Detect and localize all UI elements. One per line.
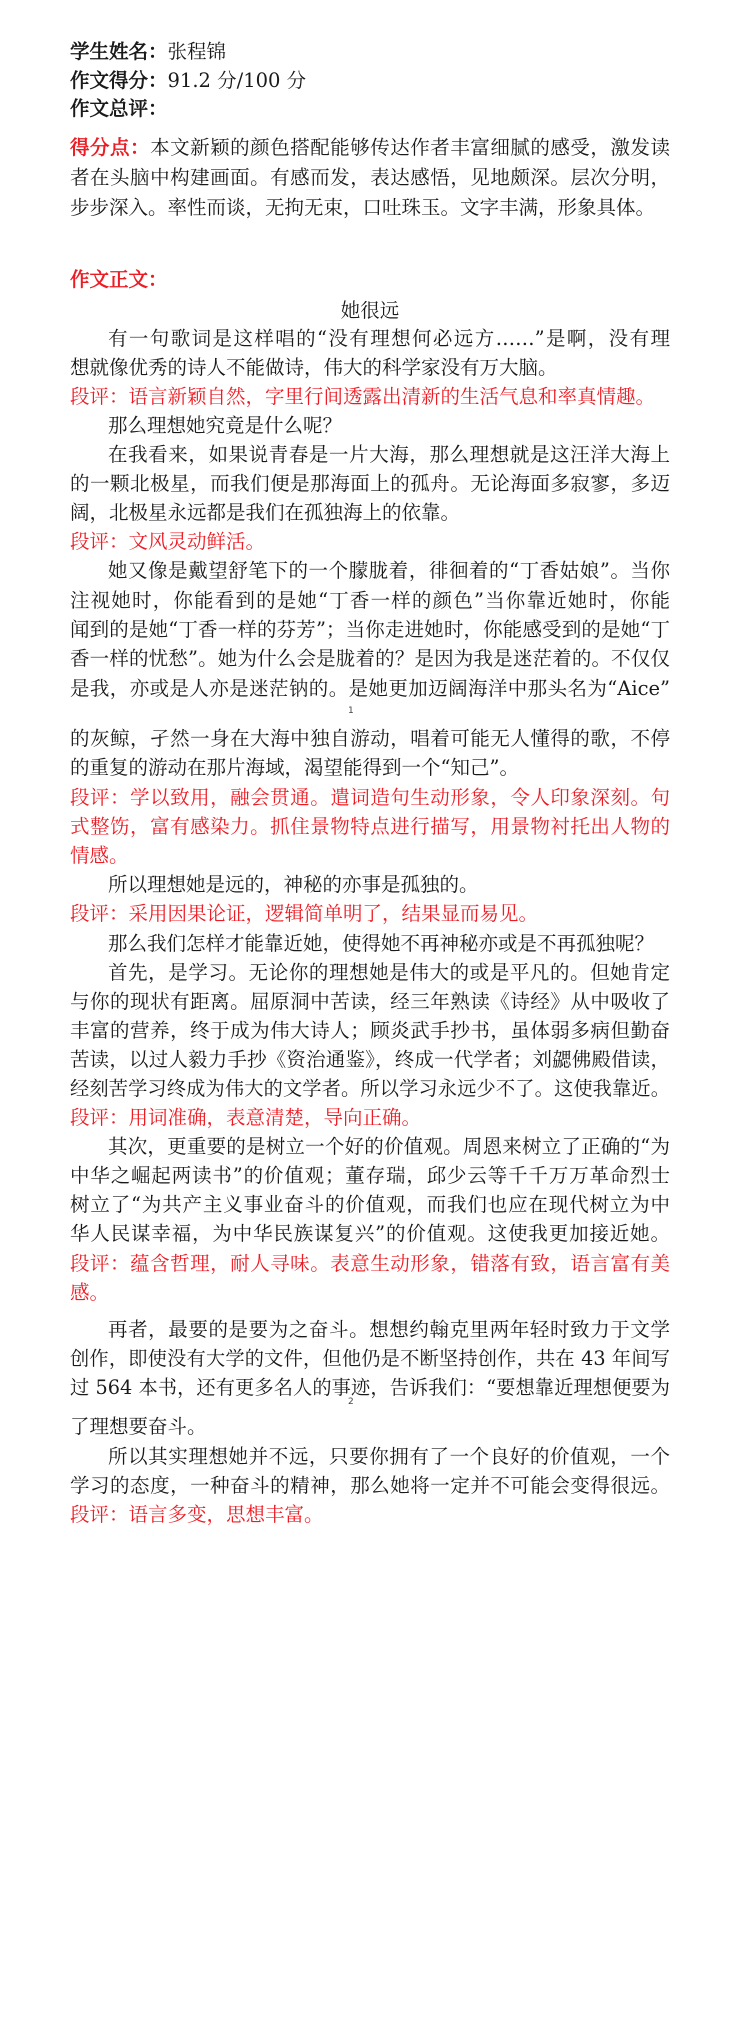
- essay-score-label: 作文得分：: [70, 69, 168, 92]
- student-name-line: [70, 40, 670, 64]
- essay-line: 的重复的游动在那片海域，渴望能得到一个“知己”。: [70, 756, 519, 779]
- essay-line: 所以其实理想她并不远，只要你拥有了一个良好的价值观，一个: [108, 1445, 670, 1468]
- essay-line: 华人民谋幸福，为中华民族谋复兴”的价值观。这使我更加接近她。: [70, 1222, 670, 1245]
- essay-line: 她又像是戴望舒笔下的一个朦胧着，徘徊着的“丁香姑娘”。当你: [108, 559, 670, 582]
- paragraph-comment: 式整饬，富有感染力。抓住景物特点进行描写，用景物衬托出人物的: [70, 815, 670, 838]
- scoring-points-line: 者在头脑中构建画面。有感而发，表达感悟，见地颇深。层次分明，: [70, 166, 670, 189]
- essay-line: 的一颗北极星，而我们便是那海面上的孤舟。无论海面多寂寥，多迈: [70, 472, 670, 495]
- essay-line: 学习的态度，一种奋斗的精神，那么她将一定并不可能会变得很远。: [70, 1474, 670, 1497]
- overall-review-label: 作文总评：: [70, 97, 168, 120]
- essay-line: 阔，北极星永远都是我们在孤独海上的依靠。: [70, 501, 461, 524]
- paragraph-comment: 段评：语言新颖自然，字里行间透露出清新的生活气息和率真情趣。: [70, 385, 656, 408]
- essay-line: 闻到的是她“丁香一样的芬芳”；当你走进她时，你能感受到的是她“丁: [70, 618, 670, 641]
- paragraph-comment: 段评：学以致用，融会贯通。遣词造句生动形象，令人印象深刻。句: [70, 786, 670, 809]
- essay-line: 香一样的忧愁”。她为什么会是胧着的？是因为我是迷茫着的。不仅仅: [70, 647, 670, 670]
- paragraph-comment: 段评：用词准确，表意清楚，导向正确。: [70, 1106, 422, 1129]
- student-name-label: 学生姓名：: [70, 40, 168, 63]
- essay-line: 那么理想她究竟是什么呢？: [108, 414, 343, 437]
- essay-line: 树立了“为共产主义事业奋斗的价值观，而我们也应在现代树立为中: [70, 1193, 670, 1216]
- paragraph-comment: 段评：语言多变，思想丰富。: [70, 1503, 324, 1526]
- paragraph-comment: 段评：蕴含哲理，耐人寻味。表意生动形象，错落有致，语言富有美: [70, 1252, 670, 1275]
- paragraph-comment: 感。: [70, 1281, 110, 1304]
- paragraph-comment: 段评：文风灵动鲜活。: [70, 530, 266, 553]
- essay-line: 中华之崛起两读书”的价值观；董存瑞，邱少云等千千万万革命烈士: [70, 1164, 670, 1187]
- paragraph-comment: 段评：采用因果论证，逻辑简单明了，结果显而易见。: [70, 902, 539, 925]
- student-name-value: 张程锦: [167, 40, 227, 63]
- essay-score-value: 91.2 分/100 分: [167, 69, 307, 92]
- essay-line: 苦读，以过人毅力手抄《资治通鉴》，终成一代学者；刘勰佛殿借读，: [70, 1048, 670, 1071]
- essay-line: 所以理想她是远的，神秘的亦事是孤独的。: [108, 873, 479, 896]
- essay-line: 其次，更重要的是树立一个好的价值观。周恩来树立了正确的“为: [108, 1135, 670, 1158]
- paragraph-comment: 情感。: [70, 844, 129, 867]
- essay-line: 丰富的营养，终于成为伟大诗人；顾炎武手抄书，虽体弱多病但勤奋: [70, 1019, 670, 1042]
- essay-line: 在我看来，如果说青春是一片大海，那么理想就是这汪洋大海上: [108, 443, 670, 466]
- essay-line: 与你的现状有距离。屈原洞中苦读，经三年熟读《诗经》从中吸收了: [70, 990, 670, 1013]
- essay-title: 她很远: [340, 299, 400, 322]
- essay-line: 有一句歌词是这样唱的“没有理想何必远方……”是啊，没有理: [108, 327, 670, 350]
- scoring-points-label: 得分点：: [70, 136, 151, 159]
- essay-line: 是我，亦或是人亦是迷茫钠的。是她更加迈阔海洋中那头名为“Aice”: [70, 677, 670, 700]
- page-number: 1: [348, 706, 354, 716]
- essay-line: 创作，即使没有大学的文件，但他仍是不断坚持创作，共在 43 年间写: [70, 1347, 670, 1370]
- page-number: 2: [348, 1397, 354, 1407]
- essay-line: 的灰鲸，孑然一身在大海中独自游动，唱着可能无人懂得的歌，不停: [70, 727, 670, 750]
- essay-line: 了理想要奋斗。: [70, 1415, 207, 1438]
- essay-line: 注视她时，你能看到的是她“丁香一样的颜色”当你靠近她时，你能: [70, 589, 670, 612]
- essay-section-label: 作文正文：: [70, 268, 168, 291]
- essay-line: 经刻苦学习终成为伟大的文学者。所以学习永远少不了。这使我靠近。: [70, 1077, 670, 1100]
- essay-line: 那么我们怎样才能靠近她，使得她不再神秘亦或是不再孤独呢？: [108, 932, 655, 955]
- scoring-points-line: [70, 136, 670, 160]
- essay-line: 过 564 本书，还有更多名人的事迹，告诉我们：“要想靠近理想便要为: [70, 1376, 670, 1399]
- essay-line: 首先，是学习。无论你的理想她是伟大的或是平凡的。但她肯定: [108, 961, 670, 984]
- scoring-points-line: 步步深入。率性而谈，无拘无束，口吐珠玉。文字丰满，形象具体。: [70, 196, 656, 219]
- essay-score-line: [70, 69, 670, 93]
- scoring-points-text: 本文新颖的颜色搭配能够传达作者丰富细腻的感受，激发读: [150, 136, 670, 159]
- essay-line: 再者，最要的是要为之奋斗。想想约翰克里两年轻时致力于文学: [108, 1318, 670, 1341]
- essay-line: 想就像优秀的诗人不能做诗，伟大的科学家没有万大脑。: [70, 356, 558, 379]
